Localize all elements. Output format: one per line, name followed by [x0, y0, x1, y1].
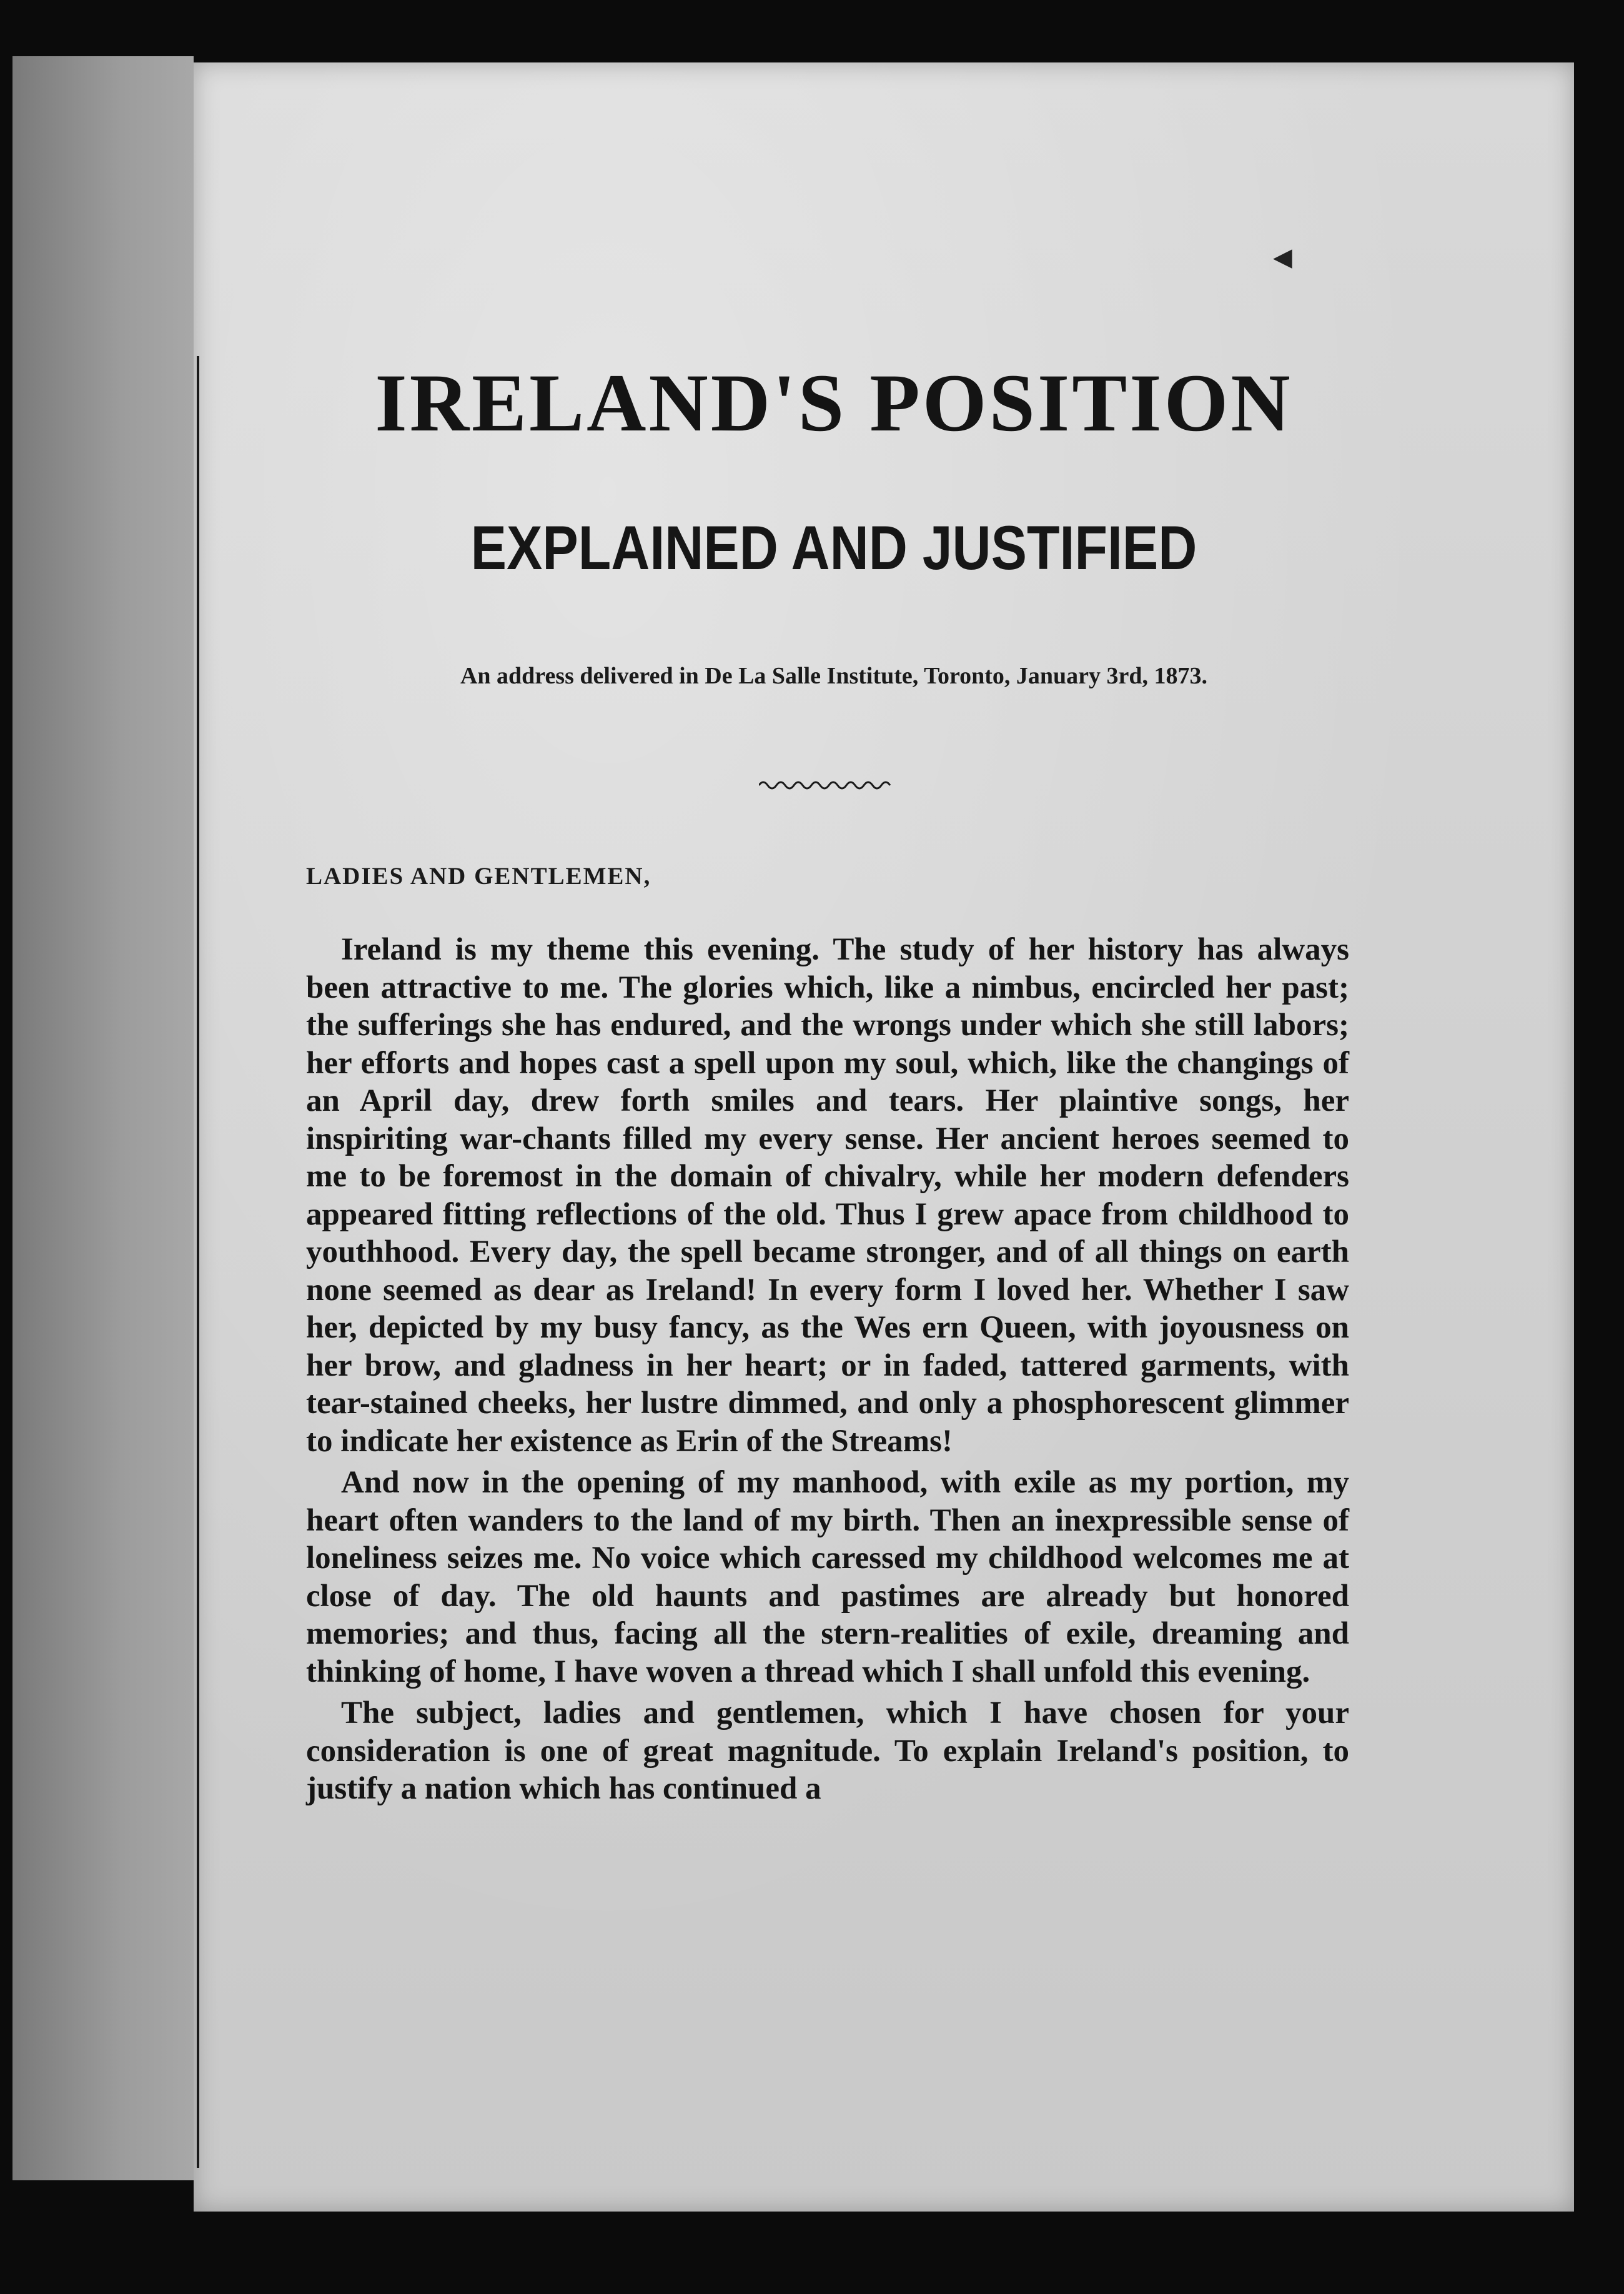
body-text — [306, 931, 1349, 1808]
page-fold-line — [197, 356, 199, 2168]
scan-border — [194, 2212, 1574, 2294]
facing-page-edge — [12, 56, 194, 2180]
document-title: IRELAND'S POSITION — [375, 357, 1293, 449]
decorative-rule-icon — [759, 778, 896, 793]
corner-mark-icon: ◀ — [1273, 243, 1292, 271]
paragraph: The subject, ladies and gentlemen, which I have chosen for your consideration is one of great magnitude. To explain Ireland's position, to justify a nation which has continued a — [306, 1696, 1349, 1806]
paragraph: And now in the opening of my manhood, with exile as my portion, my heart often wanders to the land of my birth. Then an inexpressible sense of loneliness seizes me. No voice which caressed my childhood welcomes me at close of day. The old haunts and pastimes are already but honored memories; and thus, facing all the stern-realities of exile, dreaming and thinking of home, I have woven a thread which I shall unfold this evening. — [306, 1465, 1349, 1689]
salutation: LADIES AND GENTLEMEN, — [306, 863, 651, 890]
address-line: An address delivered in De La Salle Institute, Toronto, January 3rd, 1873. — [460, 663, 1208, 689]
paragraph: Ireland is my theme this evening. The study of her history has always been attractive to me. The glories which, like a nimbus, encircled her past; the sufferings she has endured, and the wrongs under which she still labors; her efforts and hopes cast a spell upon my soul, which, like the changings of an April day, drew forth smiles and tears. Her plaintive songs, her inspiriting war-chants filled my every sense. Her ancient heroes seemed to me to be foremost in the domain of chivalry, while her modern defenders appeared fitting reflections of the old. Thus I grew apace from childhood to youthhood. Every day, the spell became stronger, and of all things on earth none seemed as dear as Ireland! In every form I loved her. Whether I saw her, depicted by my busy fancy, as the Wes ern Queen, with joyousness on her brow, and gladness in her heart; or in faded, tattered garments, with tear-stained cheeks, her lustre dimmed, and only a phosphorescent glimmer to indicate her existence as Erin of the Streams! — [306, 932, 1349, 1459]
document-subtitle: EXPLAINED AND JUSTIFIED — [470, 514, 1197, 583]
